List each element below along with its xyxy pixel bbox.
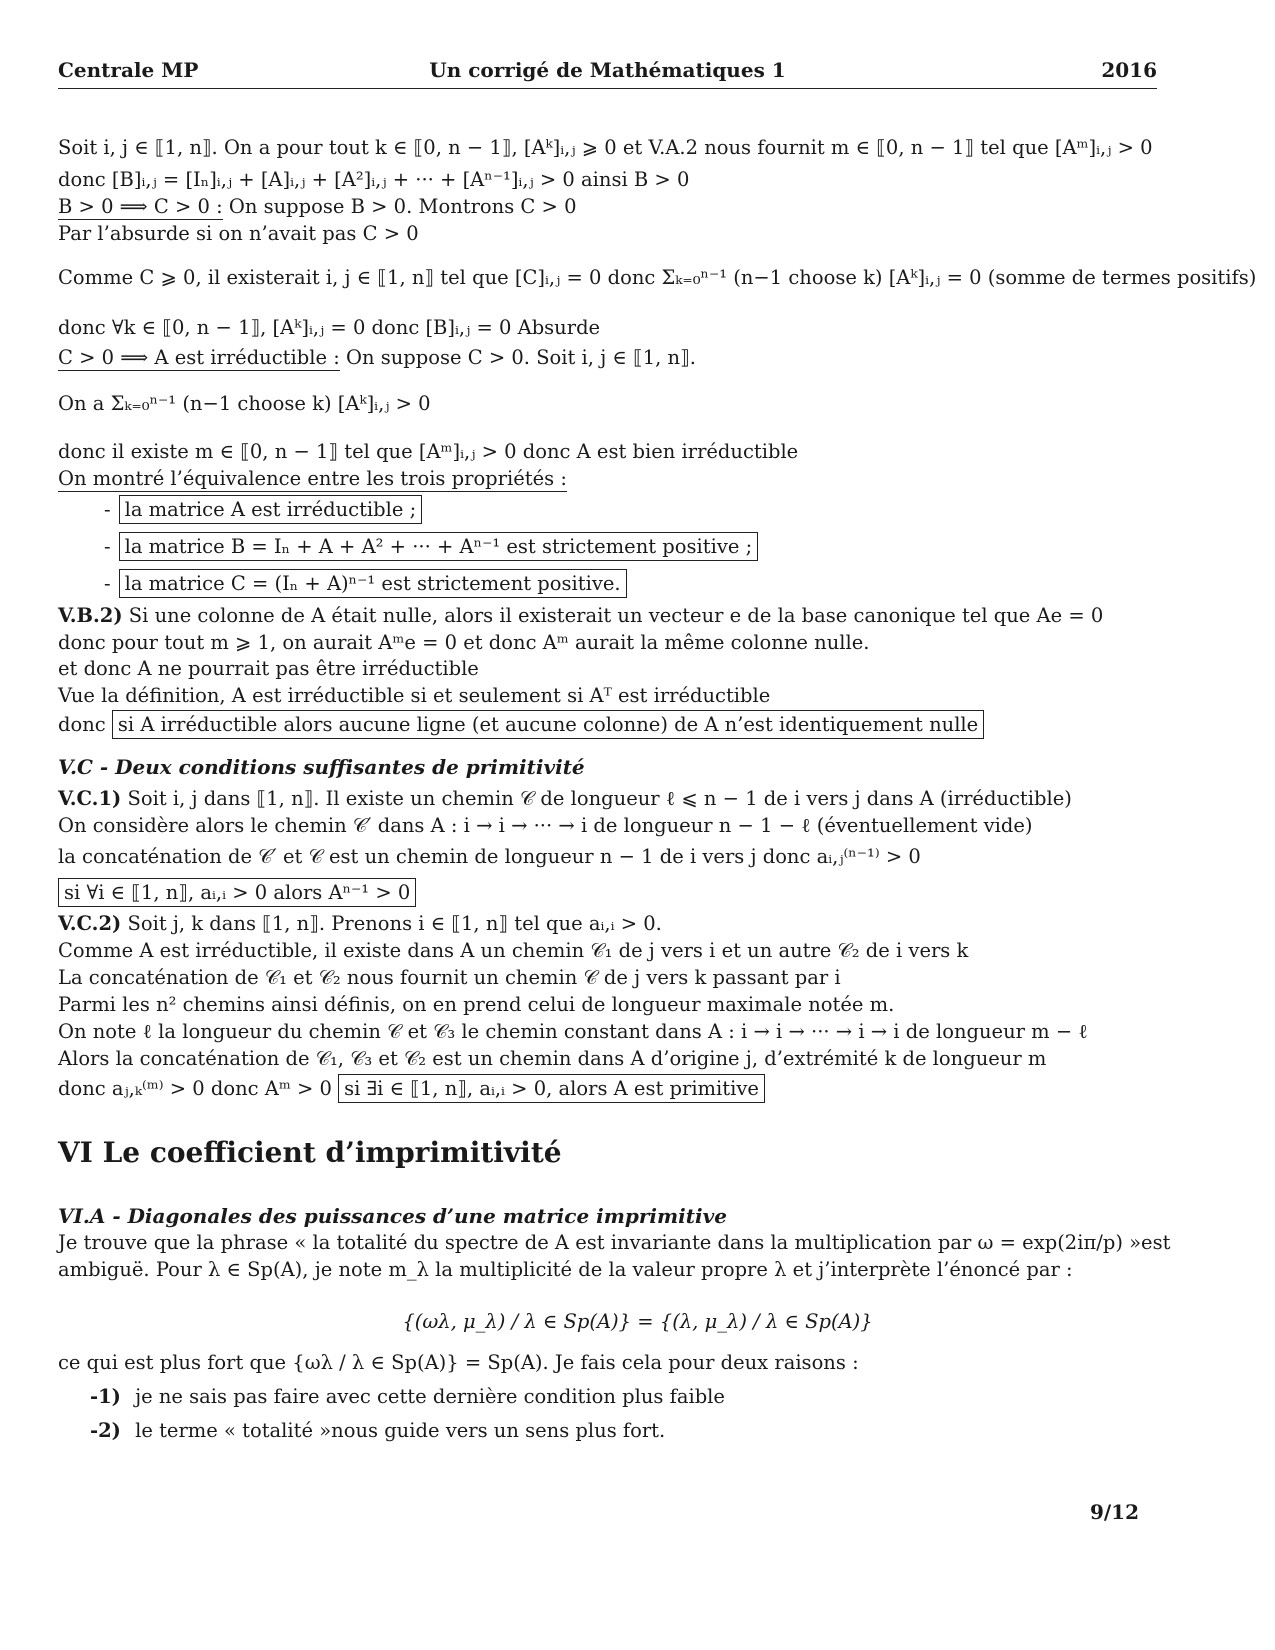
underlined-claim: C > 0 ⟹ A est irréductible : — [58, 346, 340, 369]
text-fragment: Si une colonne de A était nulle, alors il existerait un vecteur e de la base canonique tel que Ae = 0 — [128, 604, 1104, 627]
text-line: Alors la concaténation de 𝒞₁, 𝒞₃ et 𝒞₂ est un chemin dans A d’origine j, d’extrémité k de longueur m — [58, 1047, 1047, 1070]
text-line — [58, 912, 1157, 936]
page-number: 9/12 — [1089, 1500, 1139, 1524]
text-line — [58, 195, 1157, 219]
boxed-result: si A irréductible alors aucune ligne (et aucune colonne) de A n’est identiquement nulle — [112, 710, 984, 739]
text-line — [58, 1077, 1157, 1101]
text-line: La concaténation de 𝒞₁ et 𝒞₂ nous fournit un chemin 𝒞 de j vers k passant par i — [58, 966, 841, 989]
text-line: On a Σₖ₌₀ⁿ⁻¹ (n−1 choose k) [Aᵏ]ᵢ,ⱼ > 0 — [58, 392, 431, 415]
text-line: On note ℓ la longueur du chemin 𝒞 et 𝒞₃ le chemin constant dans A : i → i → ··· → i → i de longueur m − ℓ — [58, 1020, 1088, 1043]
page-header — [58, 58, 1157, 89]
text-fragment: On suppose C > 0. Soit i, j ∈ ⟦1, n⟧. — [345, 346, 696, 369]
text-fragment: On suppose B > 0. Montrons C > 0 — [228, 195, 577, 218]
text-line: Soit i, j ∈ ⟦1, n⟧. On a pour tout k ∈ ⟦0, n − 1⟧, [Aᵏ]ᵢ,ⱼ ⩾ 0 et V.A.2 nous fournit m ∈ ⟦0, n − 1⟧ tel que [Aᵐ]ᵢ,ⱼ > 0 — [58, 136, 1153, 159]
text-line: Par l’absurde si on n’avait pas C > 0 — [58, 222, 419, 245]
text-line: donc pour tout m ⩾ 1, on aurait Aᵐe = 0 et donc Aᵐ aurait la même colonne nulle. — [58, 631, 870, 654]
text-line — [58, 881, 1157, 905]
list-item — [90, 1385, 725, 1408]
underlined-claim: On montré l’équivalence entre les trois propriétés : — [58, 467, 567, 490]
question-tag: V.C.2) — [58, 912, 122, 935]
text-line: donc il existe m ∈ ⟦0, n − 1⟧ tel que [Aᵐ]ᵢ,ⱼ > 0 donc A est bien irréductible — [58, 440, 799, 463]
underlined-claim: B > 0 ⟹ C > 0 : — [58, 195, 223, 218]
text-fragment: donc aⱼ,ₖ⁽ᵐ⁾ > 0 donc Aᵐ > 0 — [58, 1077, 332, 1100]
header-year: 2016 — [1101, 58, 1157, 82]
text-line: Je trouve que la phrase « la totalité du spectre de A est invariante dans la multiplication par ω = exp(2iπ/p) »est — [58, 1231, 1171, 1254]
text-line: Comme C ⩾ 0, il existerait i, j ∈ ⟦1, n⟧ tel que [C]ᵢ,ⱼ = 0 donc Σₖ₌₀ⁿ⁻¹ (n−1 choose k) [Aᵏ]ᵢ,ⱼ = 0 (somme de termes positifs) — [58, 266, 1257, 289]
boxed-result: si ∃i ∈ ⟦1, n⟧, aᵢ,ᵢ > 0, alors A est primitive — [338, 1074, 765, 1103]
text-line: donc ∀k ∈ ⟦0, n − 1⟧, [Aᵏ]ᵢ,ⱼ = 0 donc [B]ᵢ,ⱼ = 0 Absurde — [58, 316, 601, 339]
text-line: Vue la définition, A est irréductible si et seulement si Aᵀ est irréductible — [58, 684, 771, 707]
text-fragment: Soit i, j dans ⟦1, n⟧. Il existe un chemin 𝒞 de longueur ℓ ⩽ n − 1 de i vers j dans A (irréductible) — [127, 787, 1072, 810]
text-line — [58, 604, 1157, 628]
text-fragment: donc — [58, 713, 106, 736]
text-fragment: je ne sais pas faire avec cette dernière condition plus faible — [135, 1385, 725, 1408]
text-line: la concaténation de 𝒞′ et 𝒞 est un chemin de longueur n − 1 de i vers j donc aᵢ,ⱼ⁽ⁿ⁻¹⁾ > 0 — [58, 845, 921, 868]
list-item: - la matrice C = (Iₙ + A)ⁿ⁻¹ est strictement positive. — [104, 572, 627, 595]
text-line: Comme A est irréductible, il existe dans A un chemin 𝒞₁ de j vers i et un autre 𝒞₂ de i vers k — [58, 939, 969, 962]
header-title: Un corrigé de Mathématiques 1 — [429, 58, 786, 82]
text-line: donc [B]ᵢ,ⱼ = [Iₙ]ᵢ,ⱼ + [A]ᵢ,ⱼ + [A²]ᵢ,ⱼ + ··· + [Aⁿ⁻¹]ᵢ,ⱼ > 0 ainsi B > 0 — [58, 168, 690, 191]
subsection-title: VI.A - Diagonales des puissances d’une matrice imprimitive — [58, 1204, 727, 1228]
text-line: ce qui est plus fort que {ωλ / λ ∈ Sp(A)} = Sp(A). Je fais cela pour deux raisons : — [58, 1351, 859, 1374]
boxed-result: la matrice C = (Iₙ + A)ⁿ⁻¹ est strictement positive. — [119, 569, 627, 598]
list-item — [90, 1419, 665, 1442]
question-tag: V.B.2) — [58, 604, 123, 627]
boxed-result: si ∀i ∈ ⟦1, n⟧, aᵢ,ᵢ > 0 alors Aⁿ⁻¹ > 0 — [58, 878, 416, 907]
list-item: - la matrice B = Iₙ + A + A² + ··· + Aⁿ⁻¹ est strictement positive ; — [104, 535, 758, 558]
boxed-result: la matrice B = Iₙ + A + A² + ··· + Aⁿ⁻¹ est strictement positive ; — [119, 532, 759, 561]
text-line: On considère alors le chemin 𝒞′ dans A : i → i → ··· → i de longueur n − 1 − ℓ (éventuellement vide) — [58, 814, 1033, 837]
text-line — [58, 713, 1157, 737]
subsection-title: V.C - Deux conditions suffisantes de primitivité — [58, 755, 585, 779]
list-item: - la matrice A est irréductible ; — [104, 498, 422, 521]
question-tag: V.C.1) — [58, 787, 122, 810]
list-marker: -1) — [90, 1385, 121, 1408]
text-line: et donc A ne pourrait pas être irréductible — [58, 657, 479, 680]
list-marker: -2) — [90, 1419, 121, 1442]
text-line — [58, 346, 1157, 370]
text-line: Parmi les n² chemins ainsi définis, on en prend celui de longueur maximale notée m. — [58, 993, 895, 1016]
text-line: ambiguë. Pour λ ∈ Sp(A), je note m_λ la multiplicité de la valeur propre λ et j’interprète l’énoncé par : — [58, 1258, 1073, 1281]
boxed-result: la matrice A est irréductible ; — [119, 495, 423, 524]
section-title: VI Le coefficient d’imprimitivité — [58, 1136, 562, 1169]
text-line — [58, 787, 1157, 811]
text-fragment: le terme « totalité »nous guide vers un sens plus fort. — [135, 1419, 666, 1442]
header-left: Centrale MP — [58, 58, 199, 82]
display-equation: {(ωλ, μ_λ) / λ ∈ Sp(A)} = {(λ, μ_λ) / λ ∈ Sp(A)} — [402, 1310, 873, 1333]
text-fragment: Soit j, k dans ⟦1, n⟧. Prenons i ∈ ⟦1, n⟧ tel que aᵢ,ᵢ > 0. — [127, 912, 662, 935]
text-line — [58, 467, 1157, 491]
